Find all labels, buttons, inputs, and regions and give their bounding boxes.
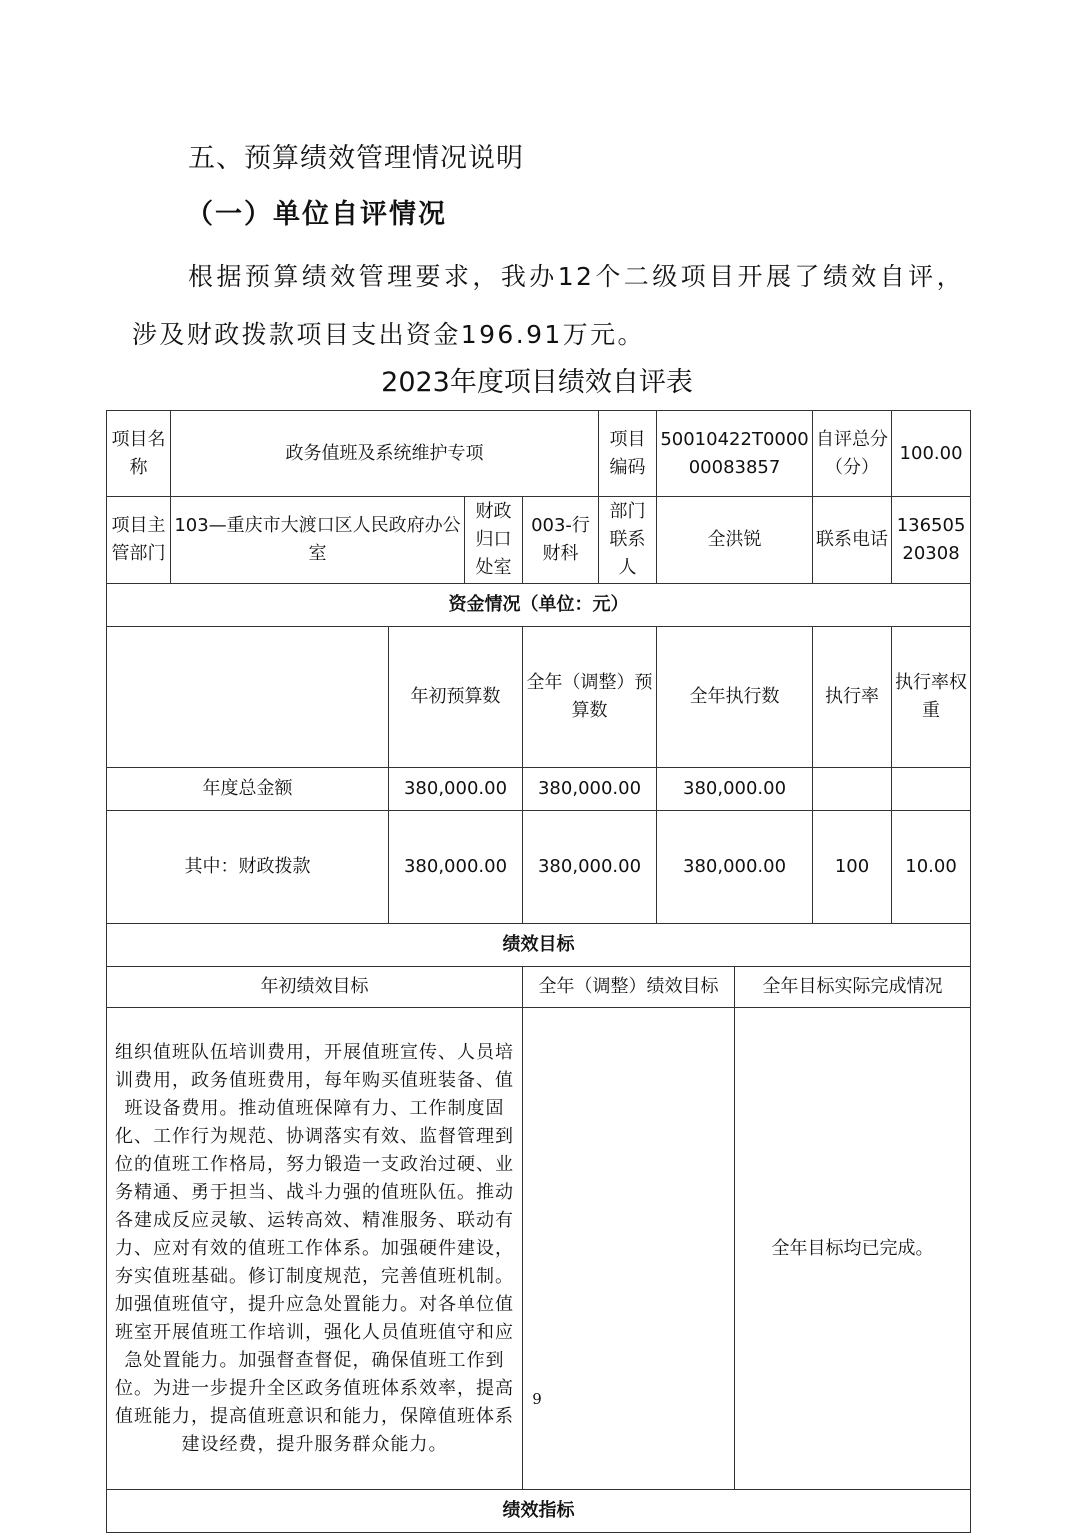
funds-cell: 380,000.00 <box>657 768 813 811</box>
page-number: 9 <box>532 1390 542 1408</box>
self-evaluation-table <box>106 410 971 1533</box>
adjusted-goal-text <box>523 1008 735 1490</box>
subsection-heading: （一）单位自评情况 <box>186 199 447 230</box>
funds-header-blank <box>107 627 389 768</box>
funds-cell: 380,000.00 <box>523 811 657 924</box>
contact-label: 部门联系人 <box>599 497 657 584</box>
finance-label: 财政归口处室 <box>465 497 523 584</box>
section-heading: 五、预算绩效管理情况说明 <box>188 143 524 174</box>
funds-header: 执行率 <box>813 627 892 768</box>
project-name-label: 项目名称 <box>107 411 171 497</box>
funds-section-title: 资金情况（单位：元） <box>107 584 971 627</box>
goals-header: 全年（调整）绩效目标 <box>523 967 735 1008</box>
table-row <box>107 584 971 627</box>
table-title: 2023年度项目绩效自评表 <box>381 367 693 398</box>
intro-paragraph: 根据预算绩效管理要求，我办12个二级项目开展了绩效自评，涉及财政拨款项目支出资金196.91万元。 <box>132 262 964 349</box>
funds-cell: 100 <box>813 811 892 924</box>
project-code-label: 项目编码 <box>599 411 657 497</box>
funds-row-label: 年度总金额 <box>107 768 389 811</box>
table-row <box>107 1490 971 1533</box>
funds-header: 全年（调整）预算数 <box>523 627 657 768</box>
table-row <box>107 497 971 584</box>
project-code: 50010422T000000083857 <box>657 411 813 497</box>
finance-value: 003-行财科 <box>523 497 599 584</box>
dept-label: 项目主管部门 <box>107 497 171 584</box>
funds-header: 年初预算数 <box>389 627 523 768</box>
dept-value: 103—重庆市大渡口区人民政府办公室 <box>171 497 465 584</box>
table-row <box>107 967 971 1008</box>
table-row <box>107 768 971 811</box>
funds-cell: 380,000.00 <box>523 768 657 811</box>
funds-cell: 380,000.00 <box>657 811 813 924</box>
goals-header: 全年目标实际完成情况 <box>735 967 971 1008</box>
table-row <box>107 411 971 497</box>
indicators-section-title: 绩效指标 <box>107 1490 971 1533</box>
phone-value: 13650520308 <box>892 497 971 584</box>
funds-header: 全年执行数 <box>657 627 813 768</box>
table-row <box>107 924 971 967</box>
funds-cell <box>892 768 971 811</box>
phone-label: 联系电话 <box>813 497 892 584</box>
goals-header: 年初绩效目标 <box>107 967 523 1008</box>
funds-cell: 10.00 <box>892 811 971 924</box>
table-row <box>107 627 971 768</box>
score-value: 100.00 <box>892 411 971 497</box>
funds-cell <box>813 768 892 811</box>
contact-value: 全洪锐 <box>657 497 813 584</box>
funds-cell: 380,000.00 <box>389 811 523 924</box>
funds-cell: 380,000.00 <box>389 768 523 811</box>
goals-section-title: 绩效目标 <box>107 924 971 967</box>
project-name: 政务值班及系统维护专项 <box>171 411 599 497</box>
score-label: 自评总分（分） <box>813 411 892 497</box>
actual-completion-text: 全年目标均已完成。 <box>735 1008 971 1490</box>
initial-goal-text: 组织值班队伍培训费用，开展值班宣传、人员培训费用，政务值班费用，每年购买值班装备、值班设备费用。推动值班保障有力、工作制度固化、工作行为规范、协调落实有效、监督管理到位的值班工作格局，努力锻造一支政治过硬、业务精通、勇于担当、战斗力强的值班队伍。推动各建成反应灵敏、运转高效、精准服务、联动有力、应对有效的值班工作体系。加强硬件建设，夯实值班基础。修订制度规范，完善值班机制。加强值班值守，提升应急处置能力。对各单位值班室开展值班工作培训，强化人员值班值守和应急处置能力。加强督查督促，确保值班工作到位。为进一步提升全区政务值班体系效率，提高值班能力，提高值班意识和能力，保障值班体系建设经费，提升服务群众能力。 <box>107 1008 523 1490</box>
table-row <box>107 811 971 924</box>
funds-header: 执行率权重 <box>892 627 971 768</box>
funds-row-label: 其中：财政拨款 <box>107 811 389 924</box>
table-row <box>107 1008 971 1490</box>
